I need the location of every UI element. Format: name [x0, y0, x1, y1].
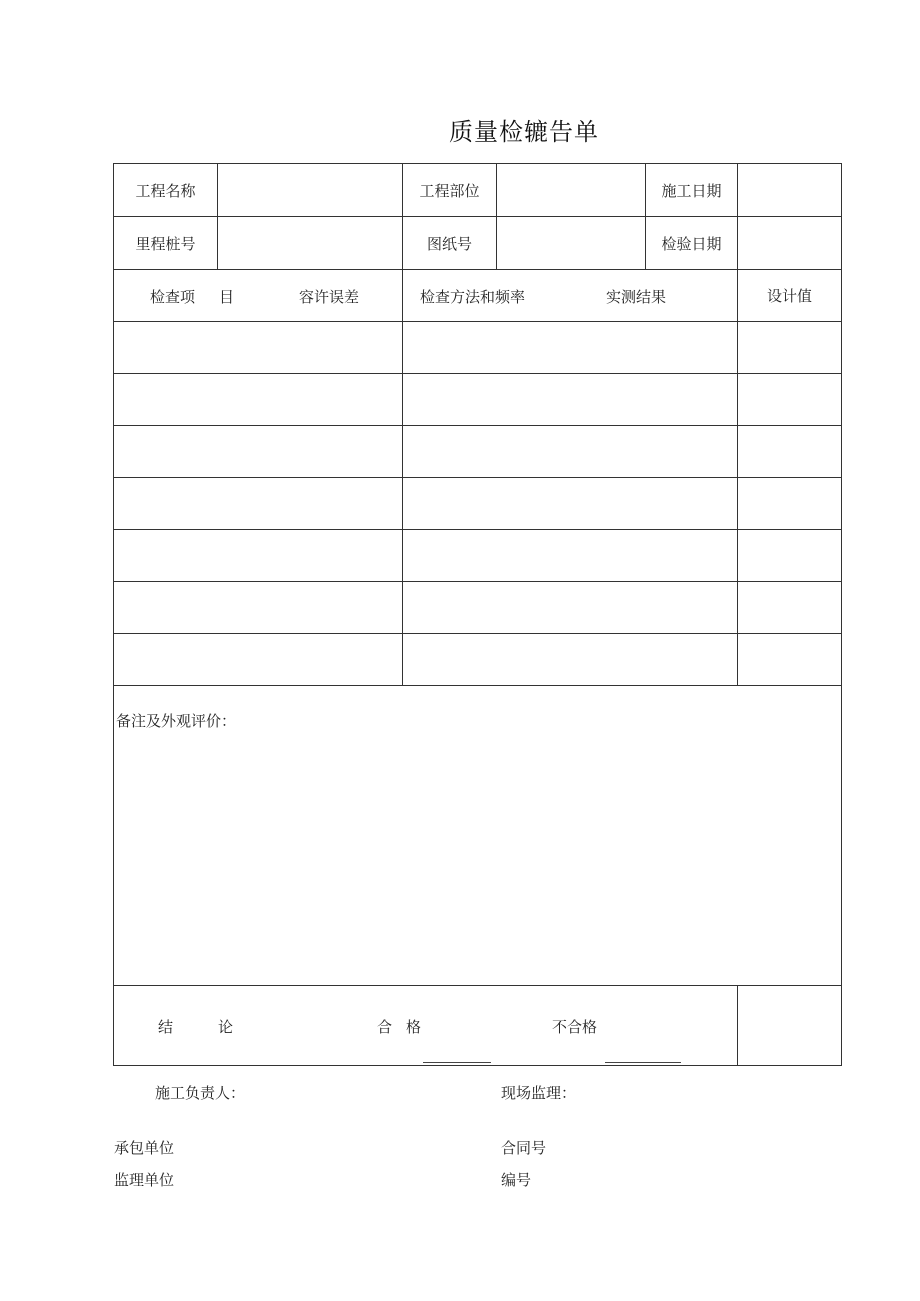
- col-item-a: 检查项: [150, 288, 196, 306]
- data-cell-design[interactable]: [738, 478, 842, 530]
- data-cell-method[interactable]: [403, 582, 738, 634]
- fail-option[interactable]: [552, 1016, 597, 1037]
- data-row: [114, 582, 842, 634]
- data-cell-design[interactable]: [738, 426, 842, 478]
- site-supervisor-label: 现场监理：: [501, 1084, 577, 1102]
- fail-label: 不合格: [552, 1018, 598, 1036]
- project-name-field[interactable]: [218, 164, 403, 217]
- construction-date-field[interactable]: [738, 164, 842, 217]
- data-cell-method[interactable]: [403, 426, 738, 478]
- data-row: [114, 374, 842, 426]
- data-cell-method[interactable]: [403, 634, 738, 686]
- pass-blank-line[interactable]: [423, 1046, 491, 1063]
- pass-label-a: 合: [377, 1018, 393, 1036]
- remarks-row: [114, 686, 842, 986]
- data-row: [114, 634, 842, 686]
- col-tolerance: 容许误差: [299, 288, 360, 306]
- project-part-field[interactable]: [497, 164, 646, 217]
- data-cell-item[interactable]: [114, 426, 403, 478]
- data-cell-item[interactable]: [114, 582, 403, 634]
- data-row: [114, 478, 842, 530]
- data-cell-design[interactable]: [738, 582, 842, 634]
- data-cell-method[interactable]: [403, 478, 738, 530]
- construction-lead-label: 施工负责人：: [155, 1084, 246, 1102]
- header-item-tolerance: [114, 270, 403, 322]
- conclusion-cell: [114, 986, 738, 1066]
- data-cell-item[interactable]: [114, 530, 403, 582]
- form-row-mileage: [114, 217, 842, 270]
- data-cell-design[interactable]: [738, 530, 842, 582]
- data-row: [114, 530, 842, 582]
- contractor-label: 承包单位: [114, 1139, 175, 1157]
- inspection-date-label: 检验日期: [646, 217, 738, 270]
- col-result: 实测结果: [606, 288, 667, 306]
- inspection-date-field[interactable]: [738, 217, 842, 270]
- data-cell-method[interactable]: [403, 322, 738, 374]
- col-method: 检查方法和频率: [420, 288, 526, 306]
- data-cell-design[interactable]: [738, 374, 842, 426]
- serial-no-label: 编号: [501, 1171, 532, 1189]
- data-cell-item[interactable]: [114, 322, 403, 374]
- col-item-b: 目: [219, 288, 235, 306]
- data-cell-design[interactable]: [738, 634, 842, 686]
- mileage-label: 里程桩号: [114, 217, 218, 270]
- conclusion-row: [114, 986, 842, 1066]
- supervision-unit-label: 监理单位: [114, 1171, 175, 1189]
- data-cell-item[interactable]: [114, 478, 403, 530]
- form-row-project: [114, 164, 842, 217]
- data-row: [114, 322, 842, 374]
- data-cell-method[interactable]: [403, 530, 738, 582]
- col-design-value: 设计值: [738, 270, 842, 322]
- pass-label-b: 格: [406, 1018, 422, 1036]
- pass-option[interactable]: [406, 1016, 421, 1037]
- drawing-no-label: 图纸号: [403, 217, 497, 270]
- conclusion-label-a: 结: [158, 1018, 174, 1036]
- remarks-label: 备注及外观评价：: [116, 712, 237, 730]
- page-title: 质量检辘告单: [449, 118, 599, 146]
- contract-no-label: 合同号: [501, 1139, 547, 1157]
- construction-date-label: 施工日期: [646, 164, 738, 217]
- data-cell-method[interactable]: [403, 374, 738, 426]
- data-cell-item[interactable]: [114, 374, 403, 426]
- data-row: [114, 426, 842, 478]
- remarks-cell[interactable]: [114, 686, 842, 986]
- inspection-form: [113, 163, 842, 1066]
- data-cell-design[interactable]: [738, 322, 842, 374]
- column-header-row: [114, 270, 842, 322]
- header-method-result: [403, 270, 738, 322]
- drawing-no-field[interactable]: [497, 217, 646, 270]
- project-name-label: 工程名称: [114, 164, 218, 217]
- mileage-field[interactable]: [218, 217, 403, 270]
- fail-blank-line[interactable]: [605, 1046, 681, 1063]
- conclusion-label-b: 论: [218, 1018, 234, 1036]
- project-part-label: 工程部位: [403, 164, 497, 217]
- conclusion-sign-cell[interactable]: [738, 986, 842, 1066]
- data-cell-item[interactable]: [114, 634, 403, 686]
